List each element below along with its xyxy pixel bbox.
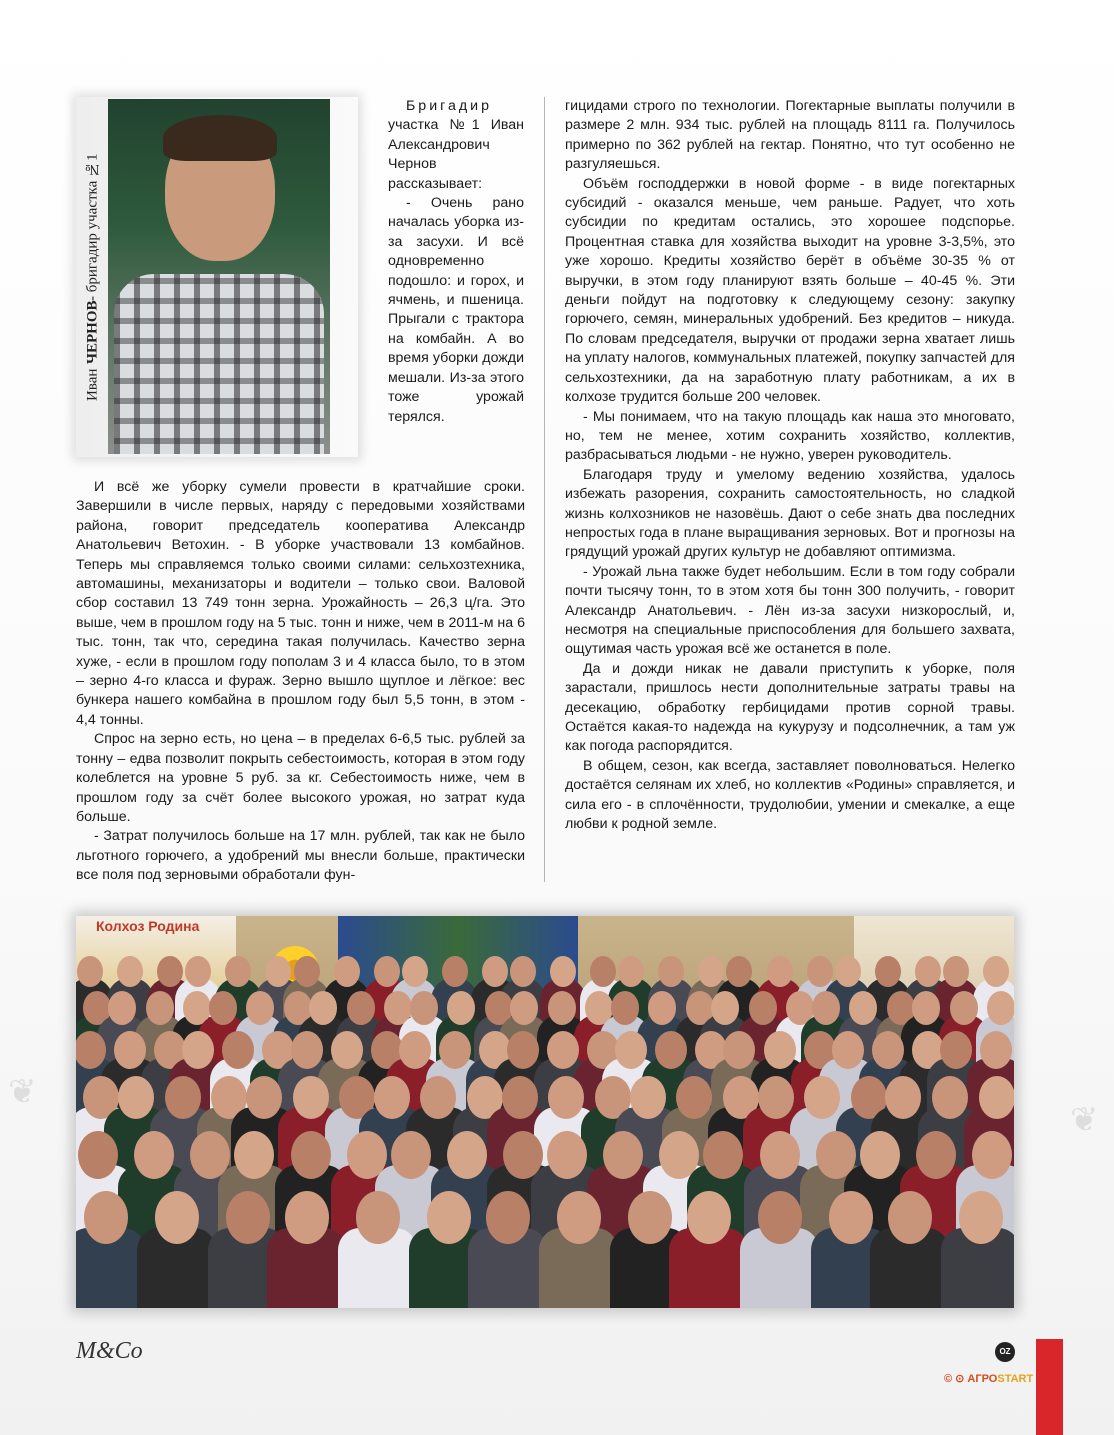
left-column xyxy=(76,478,525,886)
person-face xyxy=(108,991,136,1025)
person-face xyxy=(165,1076,201,1119)
column-divider xyxy=(544,97,545,882)
person-face xyxy=(611,991,639,1025)
person-face xyxy=(979,1076,1014,1119)
person-face xyxy=(548,991,576,1025)
paragraph: Благодаря труду и умелому ведению хозяйства, удалось избежать разорения, сохранить самостоятельность, но сладкой жизнь колхозников не назовёшь. Дают о себе знать два последних непростых года в плане выращивания зерновых. Вот и прогнозы на грядущий урожай других культур не добавляют оптимизма. xyxy=(565,466,1015,561)
wheat-ornament-right: ❦ xyxy=(1070,1100,1099,1140)
person-face xyxy=(628,1191,672,1244)
person-face xyxy=(294,956,320,987)
agrostart-brand xyxy=(944,1372,1033,1385)
person-face xyxy=(331,1031,363,1069)
person-face xyxy=(291,1031,323,1069)
group-of-people xyxy=(76,916,1014,1308)
person-face xyxy=(547,1131,587,1179)
person-face xyxy=(309,991,337,1025)
person-face xyxy=(950,991,978,1025)
person-face xyxy=(399,1031,431,1069)
person-face xyxy=(447,991,475,1025)
intro-line: участка №1 Иван Александрович Чернов рассказывает: xyxy=(388,117,524,192)
person-face xyxy=(155,1191,199,1244)
person-face xyxy=(410,991,438,1025)
person-face xyxy=(356,1191,400,1244)
person-face xyxy=(980,1031,1012,1069)
person-face xyxy=(932,1076,968,1119)
person-face xyxy=(118,1076,154,1119)
person-face xyxy=(711,991,739,1025)
person-face xyxy=(226,1191,270,1244)
person-face xyxy=(510,956,536,987)
person-face xyxy=(915,956,941,987)
person-face xyxy=(959,1191,1003,1244)
person-face xyxy=(648,991,676,1025)
intro-lead: Бригадир xyxy=(406,98,492,114)
wheat-ornament-left: ❦ xyxy=(8,1072,37,1112)
person-face xyxy=(758,1076,794,1119)
accent-bar xyxy=(1036,1339,1063,1435)
paragraph: И всё же уборку сумели провести в кратчайшие сроки. Завершили в числе первых, наряду с передовыми хозяйствами района, говорит председатель кооператива Александр Анатольевич Ветохин. - В уборке участвовали 13 комбайнов. Теперь мы справляемся только своими силами: сельхозтехника, автомашины, механизаторы и водители – только свои. Валовой сбор составил 13 749 тонн зерна. Урожайность – 26,3 ц/га. Это выше, чем в прошлом году на 5 тыс. тонн и ниже, чем в 2011-м на 6 тыс. тонн, так что, середина такая получилась. Качество зерна хуже, - если в прошлом году пополам 3 и 4 класса было, то в этом – зерно 4-го класса и фураж. Зерно вышло щуплое и лёгкое: вес бункера нашего комбайна в прошлом году был 5,5 тонн, в этом - 4,4 тонны. xyxy=(76,479,525,728)
person-face xyxy=(603,1131,643,1179)
right-column xyxy=(565,97,1015,834)
person-face xyxy=(916,1131,956,1179)
person-face xyxy=(764,1031,796,1069)
paragraph: Да и дожди никак не давали приступить к уборке, поля зарастали, пришлось нести дополнительные затраты травы на десекацию, обработку гербицидами против сорной травы. Остаётся какая-то надежда на кукурузу и подсолнечник, а там уж как погода распорядится. xyxy=(565,660,1015,755)
person-face xyxy=(804,1076,840,1119)
person-face xyxy=(78,1131,118,1179)
person-face xyxy=(983,956,1009,987)
person-face xyxy=(146,991,174,1025)
person-face xyxy=(374,956,400,987)
person-face xyxy=(835,956,861,987)
person-face xyxy=(832,1031,864,1069)
person-face xyxy=(391,1131,431,1179)
paragraph: - Урожай льна также будет небольшим. Если в том году собрали почти тысячу тонн, то в этом хотя бы тонн 300 получить, - говорит Александр Анатольевич. - Лён из-за засухи низкорослый, и, несмотря на специальные приспособления для большего захвата, ощутимая часть урожая всё же останется в поле. xyxy=(565,563,1015,658)
person-face xyxy=(872,1031,904,1069)
person-face xyxy=(630,1076,666,1119)
person-face xyxy=(347,991,375,1025)
person-face xyxy=(427,1191,471,1244)
person-face xyxy=(849,991,877,1025)
person-face xyxy=(439,1031,471,1069)
person-face xyxy=(447,1131,487,1179)
person-face xyxy=(807,956,833,987)
person-face xyxy=(749,991,777,1025)
person-face xyxy=(442,956,468,987)
person-face xyxy=(246,1076,282,1119)
person-face xyxy=(987,991,1014,1025)
portrait-photo xyxy=(108,99,330,454)
person-face xyxy=(943,956,969,987)
portrait-hair xyxy=(163,115,277,161)
caption-surname: ЧЕРНОВ xyxy=(84,300,101,365)
intro-quote: - Очень рано началась уборка из-за засухи. И всё одновременно подошло: и горох, и ячмень, и пшеница. Прыгали с трактора на комбайн. А во время уборки дожди мешали. Из-за этого тоже урожай терялся. xyxy=(388,195,524,425)
magazine-logo: M&Co xyxy=(76,1338,143,1364)
paragraph: Спрос на зерно есть, но цена – в пределах 6-6,5 тыс. рублей за тонну – едва позволит покрыть себестоимость, которая в этом году колеблется на уровне 5 руб. за кг. Себестоимость ниже, чем в прошлом году за счёт более высокого урожая, но затрат куда больше. xyxy=(76,731,525,825)
paragraph: В общем, сезон, как всегда, заставляет поволноваться. Нелегко достаётся селянам их хлеб, но коллектив «Родины» справляется, и сила его - в сплочённости, трудолюбии, умении и смекалке, а еще любви к родной земле. xyxy=(565,757,1015,833)
portrait-caption xyxy=(80,97,106,457)
person-face xyxy=(507,1031,539,1069)
person-face xyxy=(767,956,793,987)
person-face xyxy=(940,1031,972,1069)
portrait-shirt xyxy=(114,274,324,454)
person-face xyxy=(334,956,360,987)
person-face xyxy=(829,1191,873,1244)
person-face xyxy=(812,991,840,1025)
person-face xyxy=(374,1076,410,1119)
person-face xyxy=(550,956,576,987)
person-face xyxy=(912,991,940,1025)
person-face xyxy=(84,1191,128,1244)
person-face xyxy=(860,1131,900,1179)
person-face xyxy=(502,1076,538,1119)
paragraph: - Мы понимаем, что на такую площадь как наша это многовато, но, тем не менее, хотим сохранить хозяйство, коллектив, разбрасываться людьми - не нужно, уверен руководитель. xyxy=(565,408,1015,464)
paragraph: - Затрат получилось больше на 17 млн. рублей, так как не было льготного горючего, а удобрений мы внесли больше, практически все поля под зерновыми обработали фун- xyxy=(76,828,525,884)
person-face xyxy=(760,1131,800,1179)
banner-text: Колхоз Родина xyxy=(96,918,200,934)
person-face xyxy=(486,1191,530,1244)
oz-badge: OZ xyxy=(995,1342,1015,1362)
person-face xyxy=(972,1131,1012,1179)
caption-role: - бригадир участка №1 xyxy=(84,153,101,301)
person-face xyxy=(402,956,428,987)
brand-prefix: © ⊙ АГРО xyxy=(944,1373,998,1385)
person-face xyxy=(875,956,901,987)
person-face xyxy=(758,1191,802,1244)
caption-name: Иван xyxy=(84,368,101,401)
person-face xyxy=(510,991,538,1025)
person-face xyxy=(77,956,103,987)
brand-suffix: START xyxy=(997,1373,1034,1385)
person-face xyxy=(285,1191,329,1244)
person-face xyxy=(209,991,237,1025)
person-face xyxy=(482,956,508,987)
person-face xyxy=(291,1131,331,1179)
person-face xyxy=(888,1191,932,1244)
person-face xyxy=(134,1131,174,1179)
group-photo xyxy=(76,916,1014,1308)
person-face xyxy=(687,1191,731,1244)
person-face xyxy=(557,1191,601,1244)
intro-column xyxy=(388,97,524,427)
person-face xyxy=(293,1076,329,1119)
paragraph: гицидами строго по технологии. Погектарные выплаты получили в размере 2 млн. 934 тыс. рублей на площадь 8111 га. Получилось примерно по 362 рублей на гектар. Понятно, что тут особенно не разгуляешься. xyxy=(565,98,1015,173)
person-face xyxy=(246,991,274,1025)
paragraph: Объём господдержки в новой форме - в виде погектарных субсидий - оказался меньше, чем раньше. Радует, что хоть субсидии по кредитам остались, это хорошее подспорье. Процентная ставка для хозяйства выходит на уровне 3-3,5%, это уже хорошо. Кредиты хозяйство берёт в объёме 30-35 % от выручки, в этом году планируют взять больше – 40-45 %. Эти деньги пойдут на подготовку к следующему сезону: закупку горючего, семян, минеральных удобрений. Без кредитов – никуда. По словам председателя, выручки от продажи зерна хватает лишь на уплату налогов, коммунальных платежей, покупку запчастей для сельхозтехники, да на заработную плату работникам, а их в колхозе трудится больше 200 человек. xyxy=(565,175,1015,406)
